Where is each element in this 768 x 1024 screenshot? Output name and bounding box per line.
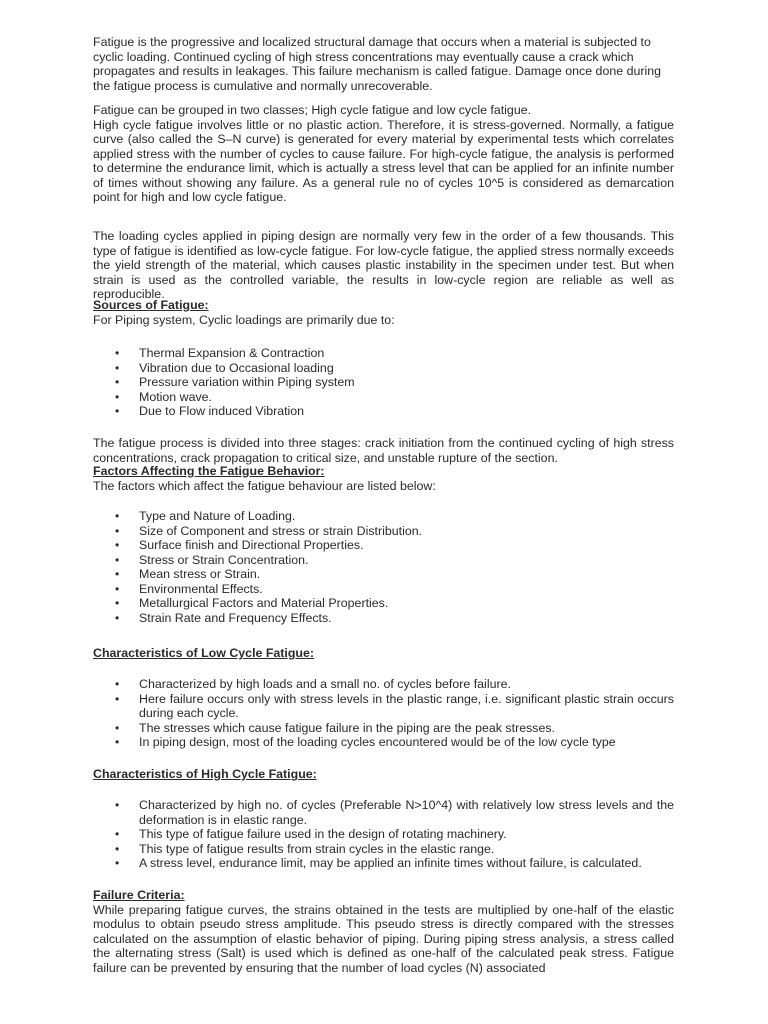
list-item: • Vibration due to Occasional loading (93, 361, 674, 376)
list-item: • Mean stress or Strain. (93, 567, 674, 582)
list-item: • Strain Rate and Frequency Effects. (93, 611, 674, 626)
list-item: • Type and Nature of Loading. (93, 509, 674, 524)
list-item: • Characterized by high loads and a small no. of cycles before failure. (93, 677, 674, 692)
low-cycle-list (93, 677, 674, 750)
failure-criteria-paragraph: While preparing fatigue curves, the strains obtained in the tests are multiplied by one-half of the elastic modulus to obtain pseudo stress amplitude. This pseudo stress is directly compared with the stresses calculated on the assumption of elastic behavior of piping. During piping stress analysis, a stress called the alternating stress (Salt) is used which is defined as one-half of the calculated peak stress. Fatigue failure can be prevented by ensuring that the number of load cycles (N) associated (93, 902, 674, 975)
list-item: • This type of fatigue results from strain cycles in the elastic range. (93, 842, 674, 857)
list-item: • Here failure occurs only with stress levels in the plastic range, i.e. significant plastic strain occurs during each cycle. (93, 692, 674, 721)
list-item: • The stresses which cause fatigue failure in the piping are the peak stresses. (93, 721, 674, 736)
list-item: • Stress or Strain Concentration. (93, 553, 674, 568)
factors-heading: Factors Affecting the Fatigue Behavior: (93, 464, 325, 478)
high-cycle-list (93, 798, 674, 871)
list-item: • Thermal Expansion & Contraction (93, 346, 674, 361)
stages-paragraph: The fatigue process is divided into three stages: crack initiation from the continued cycling of high stress concentrations, crack propagation to critical size, and unstable rupture of the section. (93, 436, 674, 465)
list-item: • Environmental Effects. (93, 582, 674, 597)
list-item: • Size of Component and stress or strain Distribution. (93, 524, 674, 539)
failure-criteria-section (93, 888, 674, 975)
list-item: • Motion wave. (93, 390, 674, 405)
sources-section (93, 298, 674, 327)
high-cycle-heading: Characteristics of High Cycle Fatigue: (93, 767, 317, 781)
sources-intro: For Piping system, Cyclic loadings are primarily due to: (93, 312, 395, 327)
sources-list (93, 346, 674, 419)
list-item: • In piping design, most of the loading cycles encountered would be of the low cycle type (93, 735, 674, 750)
list-item: • Pressure variation within Piping system (93, 375, 674, 390)
intro-paragraph-1: Fatigue is the progressive and localized structural damage that occurs when a material is subjected to cyclic loading. Continued cycling of high stress concentrations may eventually cause a crack which propagates and results in leakages. This failure mechanism is called fatigue. Damage once done during the fatigue process is cumulative and normally unrecoverable. (93, 35, 662, 93)
list-item: • A stress level, endurance limit, may be applied an infinite times without failure, is calculated. (93, 856, 674, 871)
list-item: • Characterized by high no. of cycles (Preferable N>10^4) with relatively low stress levels and the deformation is in elastic range. (93, 798, 674, 827)
list-item: • This type of fatigue failure used in the design of rotating machinery. (93, 827, 674, 842)
factors-section (93, 464, 674, 493)
intro-paragraph-3: The loading cycles applied in piping design are normally very few in the order of a few thousands. This type of fatigue is identified as low-cycle fatigue. For low-cycle fatigue, the applied stress normally exceeds the yield strength of the material, which causes plastic instability in the specimen under test. But when strain is used as the controlled variable, the results in low-cycle region are reliable as well as reproducible. (93, 229, 674, 301)
fatigue-classes-line: Fatigue can be grouped in two classes; High cycle fatigue and low cycle fatigue. (93, 103, 532, 117)
list-item: • Metallurgical Factors and Material Properties. (93, 596, 674, 611)
intro-paragraph-2 (93, 103, 674, 205)
list-item: • Due to Flow induced Vibration (93, 404, 674, 419)
factors-list (93, 509, 674, 625)
low-cycle-heading: Characteristics of Low Cycle Fatigue: (93, 646, 315, 660)
factors-intro: The factors which affect the fatigue behaviour are listed below: (93, 478, 436, 493)
high-cycle-description: High cycle fatigue involves little or no plastic action. Therefore, it is stress-governed. Normally, a fatigue curve (also called the S–N curve) is generated for every material by experimental tests which correlates applied stress with the number of cycles to cause failure. For high-cycle fatigue, the analysis is performed to determine the endurance limit, which is actually a stress level that can be applied for an infinite number of times without showing any failure. As a general rule no of cycles 10^5 is considered as demarcation point for high and low cycle fatigue. (93, 117, 674, 204)
sources-heading: Sources of Fatigue: (93, 298, 209, 312)
failure-criteria-heading: Failure Criteria: (93, 888, 185, 902)
list-item: • Surface finish and Directional Properties. (93, 538, 674, 553)
